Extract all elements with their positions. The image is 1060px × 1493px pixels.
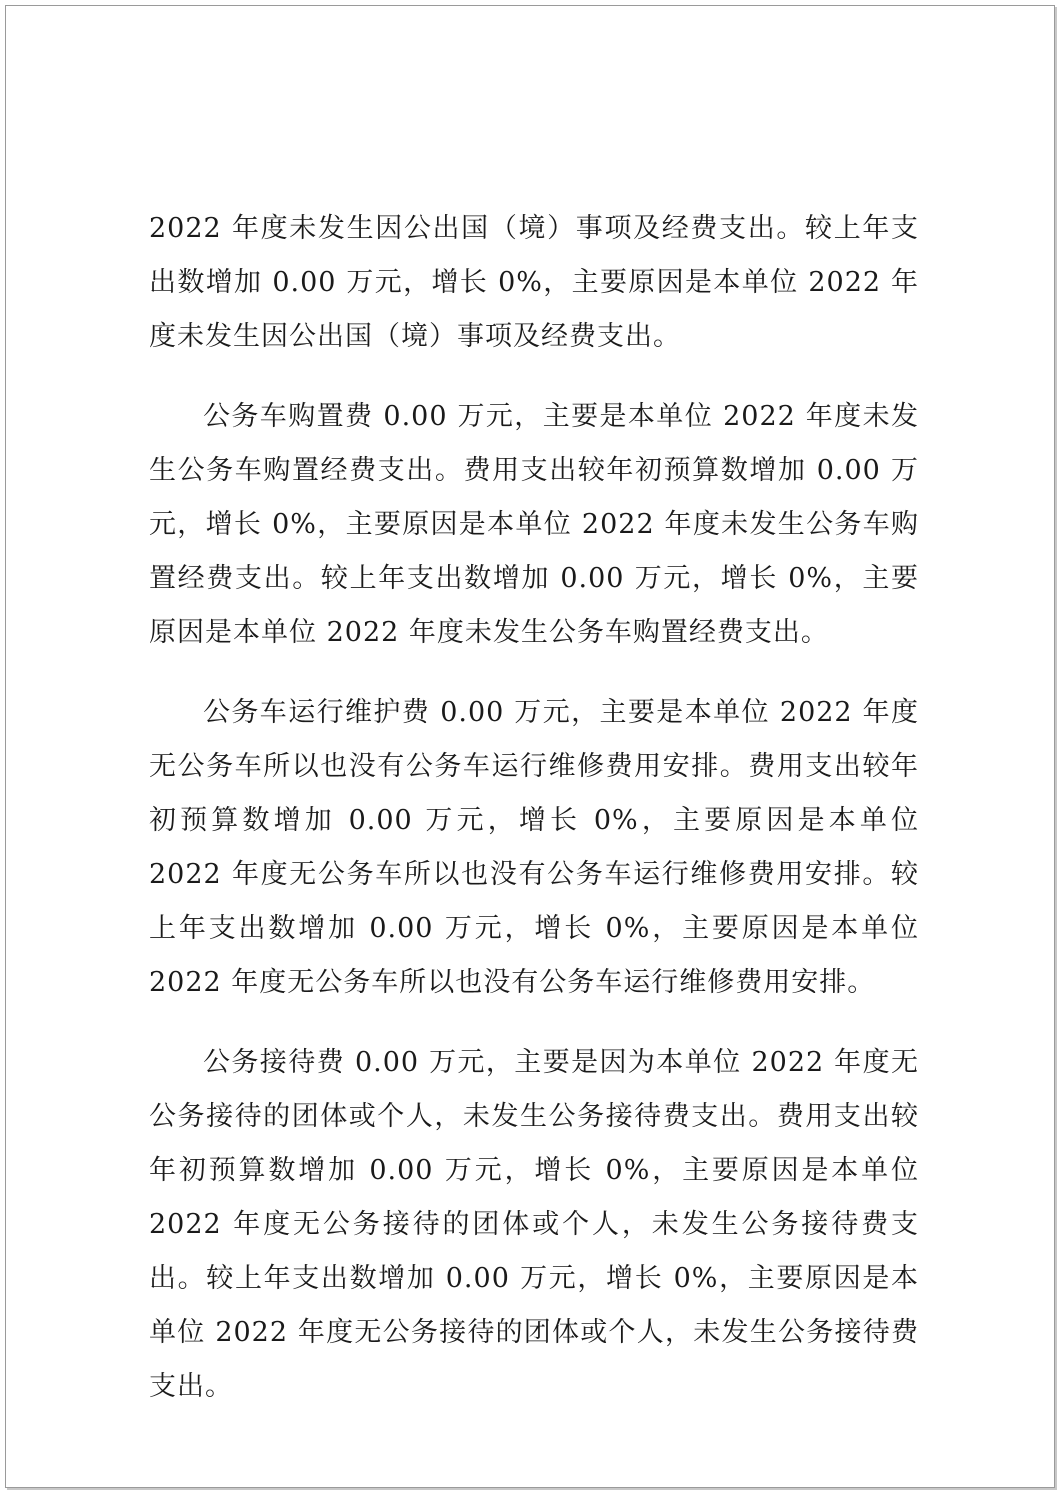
- paragraph-vehicle-maintenance: 公务车运行维护费 0.00 万元，主要是本单位 2022 年度无公务车所以也没有公务车运行维修费用安排。费用支出较年初预算数增加 0.00 万元，增长 0%，主要原因是本单位 2022 年度无公务车所以也没有公务车运行维修费用安排。较上年支出数增加 0.00 万元，增长 0%，主要原因是本单位 2022 年度无公务车所以也没有公务车运行维修费用安排。: [149, 697, 919, 998]
- document-body: [149, 202, 919, 1440]
- paragraph-overseas-travel-continuation: 2022 年度未发生因公出国（境）事项及经费支出。较上年支出数增加 0.00 万元，增长 0%，主要原因是本单位 2022 年度未发生因公出国（境）事项及经费支出。: [149, 213, 919, 352]
- paragraph-official-reception: 公务接待费 0.00 万元，主要是因为本单位 2022 年度无公务接待的团体或个人，未发生公务接待费支出。费用支出较年初预算数增加 0.00 万元，增长 0%，主要原因是本单位 2022 年度无公务接待的团体或个人，未发生公务接待费支出。较上年支出数增加 0.00 万元，增长 0%，主要原因是本单位 2022 年度无公务接待的团体或个人，未发生公务接待费支出。: [149, 1047, 919, 1402]
- document-page: [5, 5, 1055, 1488]
- paragraph-vehicle-purchase: 公务车购置费 0.00 万元，主要是本单位 2022 年度未发生公务车购置经费支出。费用支出较年初预算数增加 0.00 万元，增长 0%，主要原因是本单位 2022 年度未发生公务车购置经费支出。较上年支出数增加 0.00 万元，增长 0%，主要原因是本单位 2022 年度未发生公务车购置经费支出。: [149, 401, 919, 648]
